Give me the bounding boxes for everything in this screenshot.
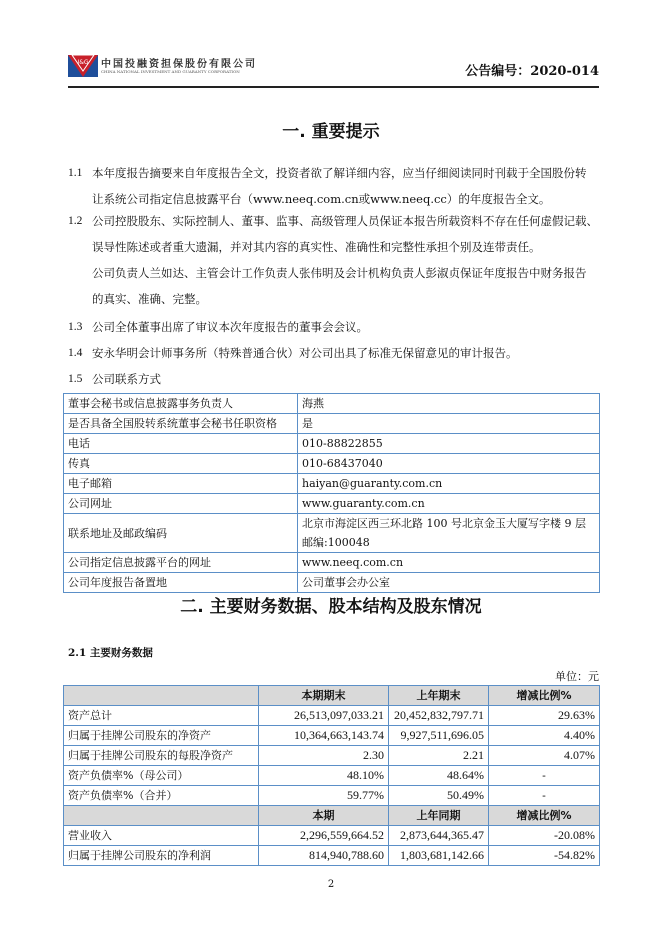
- contact-label: 传真: [64, 454, 298, 474]
- table-cell: -: [489, 786, 600, 806]
- table-row: [64, 394, 600, 414]
- table-header-row: [64, 686, 600, 706]
- table-row: [64, 434, 600, 454]
- table-row: [64, 573, 600, 593]
- table-header-row: [64, 806, 600, 826]
- header-divider: [68, 86, 599, 88]
- row-label: 资产负债率%（合并）: [64, 786, 259, 806]
- column-header: 上年期末: [389, 686, 489, 706]
- paragraph-number: 1.3: [68, 321, 83, 333]
- paragraph-line: 公司负责人兰如达、主管会计工作负责人张伟明及会计机构负责人彭淑贞保证年度报告中财务报告: [92, 266, 587, 280]
- paragraph-1-5: [68, 366, 603, 392]
- table-row: [64, 846, 600, 866]
- table-cell: 814,940,788.60: [259, 846, 389, 866]
- table-row: [64, 726, 600, 746]
- company-logo: [68, 55, 98, 77]
- paragraph-line: 的真实、准确、完整。: [92, 292, 207, 306]
- contact-value: 公司董事会办公室: [298, 573, 600, 593]
- contact-value: 海燕: [298, 394, 600, 414]
- column-header: [64, 806, 259, 826]
- row-label: 归属于挂牌公司股东的每股净资产: [64, 746, 259, 766]
- contact-label: 联系地址及邮政编码: [64, 514, 298, 553]
- row-label: 资产总计: [64, 706, 259, 726]
- table-cell: 4.07%: [489, 746, 600, 766]
- paragraph-line: 公司联系方式: [92, 372, 161, 386]
- contact-label: 公司网址: [64, 494, 298, 514]
- contact-table: [63, 393, 600, 593]
- paragraph-number: 1.1: [68, 167, 83, 179]
- column-header: 增减比例%: [489, 806, 600, 826]
- table-cell: 48.64%: [389, 766, 489, 786]
- contact-label: 董事会秘书或信息披露事务负责人: [64, 394, 298, 414]
- company-name-en: CHINA NATIONAL INVESTMENT AND GUARANTY CORPORATION: [101, 69, 240, 74]
- financial-table: [63, 685, 600, 866]
- paragraph-1-4: [68, 340, 603, 366]
- contact-value: 010-88822855: [298, 434, 600, 454]
- table-cell: 59.77%: [259, 786, 389, 806]
- table-cell: 2.30: [259, 746, 389, 766]
- section-title-1: 一. 重要提示: [282, 122, 380, 142]
- paragraph-line: 让系统公司指定信息披露平台（www.neeq.com.cn或www.neeq.cc）的年度报告全文。: [92, 192, 551, 206]
- table-cell: -: [489, 766, 600, 786]
- column-header: 增减比例%: [489, 686, 600, 706]
- paragraph-line: 安永华明会计师事务所（特殊普通合伙）对公司出具了标准无保留意见的审计报告。: [92, 346, 518, 360]
- paragraph-number: 1.2: [68, 215, 83, 227]
- column-header: 上年同期: [389, 806, 489, 826]
- column-header: 本期: [259, 806, 389, 826]
- paragraph-line: 误导性陈述或者重大遗漏，并对其内容的真实性、准确性和完整性承担个别及连带责任。: [92, 240, 541, 254]
- row-label: 资产负债率%（母公司）: [64, 766, 259, 786]
- table-cell: 29.63%: [489, 706, 600, 726]
- table-cell: 48.10%: [259, 766, 389, 786]
- paragraph-line: 本年度报告摘要来自年度报告全文，投资者欲了解详细内容，应当仔细阅读同时刊载于全国股份转: [92, 166, 587, 180]
- contact-label: 电子邮箱: [64, 474, 298, 494]
- page-number: 2: [327, 879, 335, 890]
- paragraph-line: 公司全体董事出席了审议本次年度报告的董事会会议。: [92, 320, 368, 334]
- table-cell: 9,927,511,696.05: [389, 726, 489, 746]
- contact-label: 公司指定信息披露平台的网址: [64, 553, 298, 573]
- table-row: [64, 454, 600, 474]
- table-cell: 2.21: [389, 746, 489, 766]
- table-row: [64, 826, 600, 846]
- paragraph-1-2: [68, 208, 603, 312]
- table-row: [64, 494, 600, 514]
- paragraph-line: 公司控股股东、实际控制人、董事、监事、高级管理人员保证本报告所载资料不存在任何虚假记载、: [92, 214, 598, 228]
- table-cell: -54.82%: [489, 846, 600, 866]
- section-title-2: 二. 主要财务数据、股本结构及股东情况: [180, 597, 482, 617]
- row-label: 归属于挂牌公司股东的净资产: [64, 726, 259, 746]
- row-label: 归属于挂牌公司股东的净利润: [64, 846, 259, 866]
- contact-value: 北京市海淀区西三环北路 100 号北京金玉大厦写字楼 9 层 邮编:100048: [298, 514, 600, 553]
- table-row: [64, 706, 600, 726]
- paragraph-1-1: [68, 160, 603, 212]
- table-cell: 1,803,681,142.66: [389, 846, 489, 866]
- subsection-title: 2.1 主要财务数据: [68, 647, 153, 659]
- table-cell: 20,452,832,797.71: [389, 706, 489, 726]
- table-cell: 2,296,559,664.52: [259, 826, 389, 846]
- table-cell: 2,873,644,365.47: [389, 826, 489, 846]
- table-row: [64, 746, 600, 766]
- contact-value: haiyan@guaranty.com.cn: [298, 474, 600, 494]
- row-label: 营业收入: [64, 826, 259, 846]
- table-row: [64, 474, 600, 494]
- contact-value: 是: [298, 414, 600, 434]
- unit-label: 单位：元: [555, 670, 599, 683]
- contact-label: 是否具备全国股转系统董事会秘书任职资格: [64, 414, 298, 434]
- table-cell: 4.40%: [489, 726, 600, 746]
- contact-value: www.guaranty.com.cn: [298, 494, 600, 514]
- table-cell: 10,364,663,143.74: [259, 726, 389, 746]
- column-header: 本期期末: [259, 686, 389, 706]
- contact-value: 010-68437040: [298, 454, 600, 474]
- company-name: 中国投融资担保股份有限公司: [101, 59, 257, 70]
- table-row: [64, 514, 600, 553]
- svg-text:I&G: I&G: [77, 59, 89, 66]
- table-row: [64, 414, 600, 434]
- table-cell: -20.08%: [489, 826, 600, 846]
- contact-label: 公司年度报告备置地: [64, 573, 298, 593]
- table-cell: 26,513,097,033.21: [259, 706, 389, 726]
- paragraph-number: 1.4: [68, 347, 83, 359]
- table-row: [64, 553, 600, 573]
- paragraph-number: 1.5: [68, 373, 83, 385]
- announcement-number: 公告编号：2020-014: [465, 64, 599, 79]
- table-cell: 50.49%: [389, 786, 489, 806]
- table-row: [64, 766, 600, 786]
- paragraph-1-3: [68, 314, 603, 340]
- column-header: [64, 686, 259, 706]
- table-row: [64, 786, 600, 806]
- contact-value: www.neeq.com.cn: [298, 553, 600, 573]
- contact-label: 电话: [64, 434, 298, 454]
